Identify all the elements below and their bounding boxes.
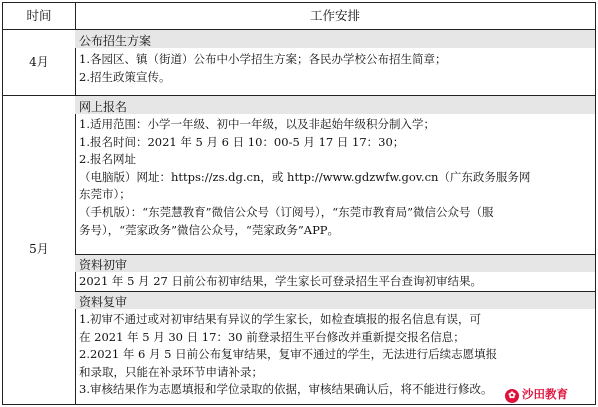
- first-review-title-band: [75, 255, 595, 272]
- online-lines: [79, 116, 530, 239]
- second-review-line: 和录取，只能在补录环节申请补录；: [79, 364, 263, 379]
- april-title-band: [75, 30, 595, 48]
- header-work: 工作安排: [309, 8, 360, 23]
- wechat-logo-icon: ✿: [505, 389, 519, 403]
- online-title-band: [75, 96, 595, 114]
- online-line: 1.适用范围：小学一年级、初中一年级，以及非起始年级积分制入学；: [79, 117, 435, 131]
- april-lines: [79, 51, 446, 86]
- month-may: 5月: [29, 242, 49, 256]
- watermark-text: 沙田教育: [522, 387, 568, 401]
- month-april: 4月: [29, 55, 49, 69]
- second-review-line: 3.审核结果作为志愿填报和学位录取的依据，审核结果确认后，将不能进行修改。: [79, 382, 493, 397]
- first-review-lines: [79, 273, 482, 291]
- second-review-line: 在 2021 年 5 月 30 日 17：30 前登录招生平台修改并重新提交报名信息；: [79, 329, 465, 344]
- column-divider: [75, 3, 76, 404]
- online-line: 2.报名网址: [79, 152, 136, 167]
- schedule-table: [2, 2, 596, 405]
- online-line: 务号），“莞家政务”微信公众号，“莞家政务”APP。: [79, 222, 340, 237]
- header-time: 时间: [26, 8, 52, 23]
- second-review-title: 资料复审: [79, 295, 128, 309]
- second-review-title-band: [75, 292, 595, 309]
- second-review-line: 1.初审不通过或对初审结果有异议的学生家长，如检查填报的报名信息有误，可: [79, 312, 481, 326]
- april-title: 公布招生方案: [79, 34, 152, 48]
- online-line: 东莞市）；: [79, 187, 131, 202]
- first-review-line: 2021 年 5 月 27 日前公布初审结果，学生家长可登录招生平台查询初审结果。: [79, 274, 482, 288]
- first-review-title: 资料初审: [79, 258, 128, 272]
- second-review-line: 2.2021 年 6 月 5 日前公布复审结果，复审不通过的学生，无法进行后续志愿填报: [79, 347, 498, 362]
- april-line: 1.各园区、镇（街道）公布中小学招生方案；各民办学校公布招生简章；: [79, 52, 447, 66]
- online-line: （手机版）：“东莞慧教育”微信公众号（订阅号），“东莞市教育局”微信公众号（服: [79, 204, 494, 219]
- second-review-lines: [79, 311, 497, 399]
- online-line: 1.报名时间：2021 年 5 月 6 日 10：00-5 月 17 日 17：30；: [79, 134, 405, 149]
- watermark: [502, 386, 571, 403]
- april-line: 2.招生政策宣传。: [79, 69, 171, 84]
- online-title: 网上报名: [79, 100, 128, 114]
- online-line: （电脑版）网址：https://zs.dg.cn，或 http://www.gdzwfw.gov.cn（广东政务服务网: [79, 169, 531, 184]
